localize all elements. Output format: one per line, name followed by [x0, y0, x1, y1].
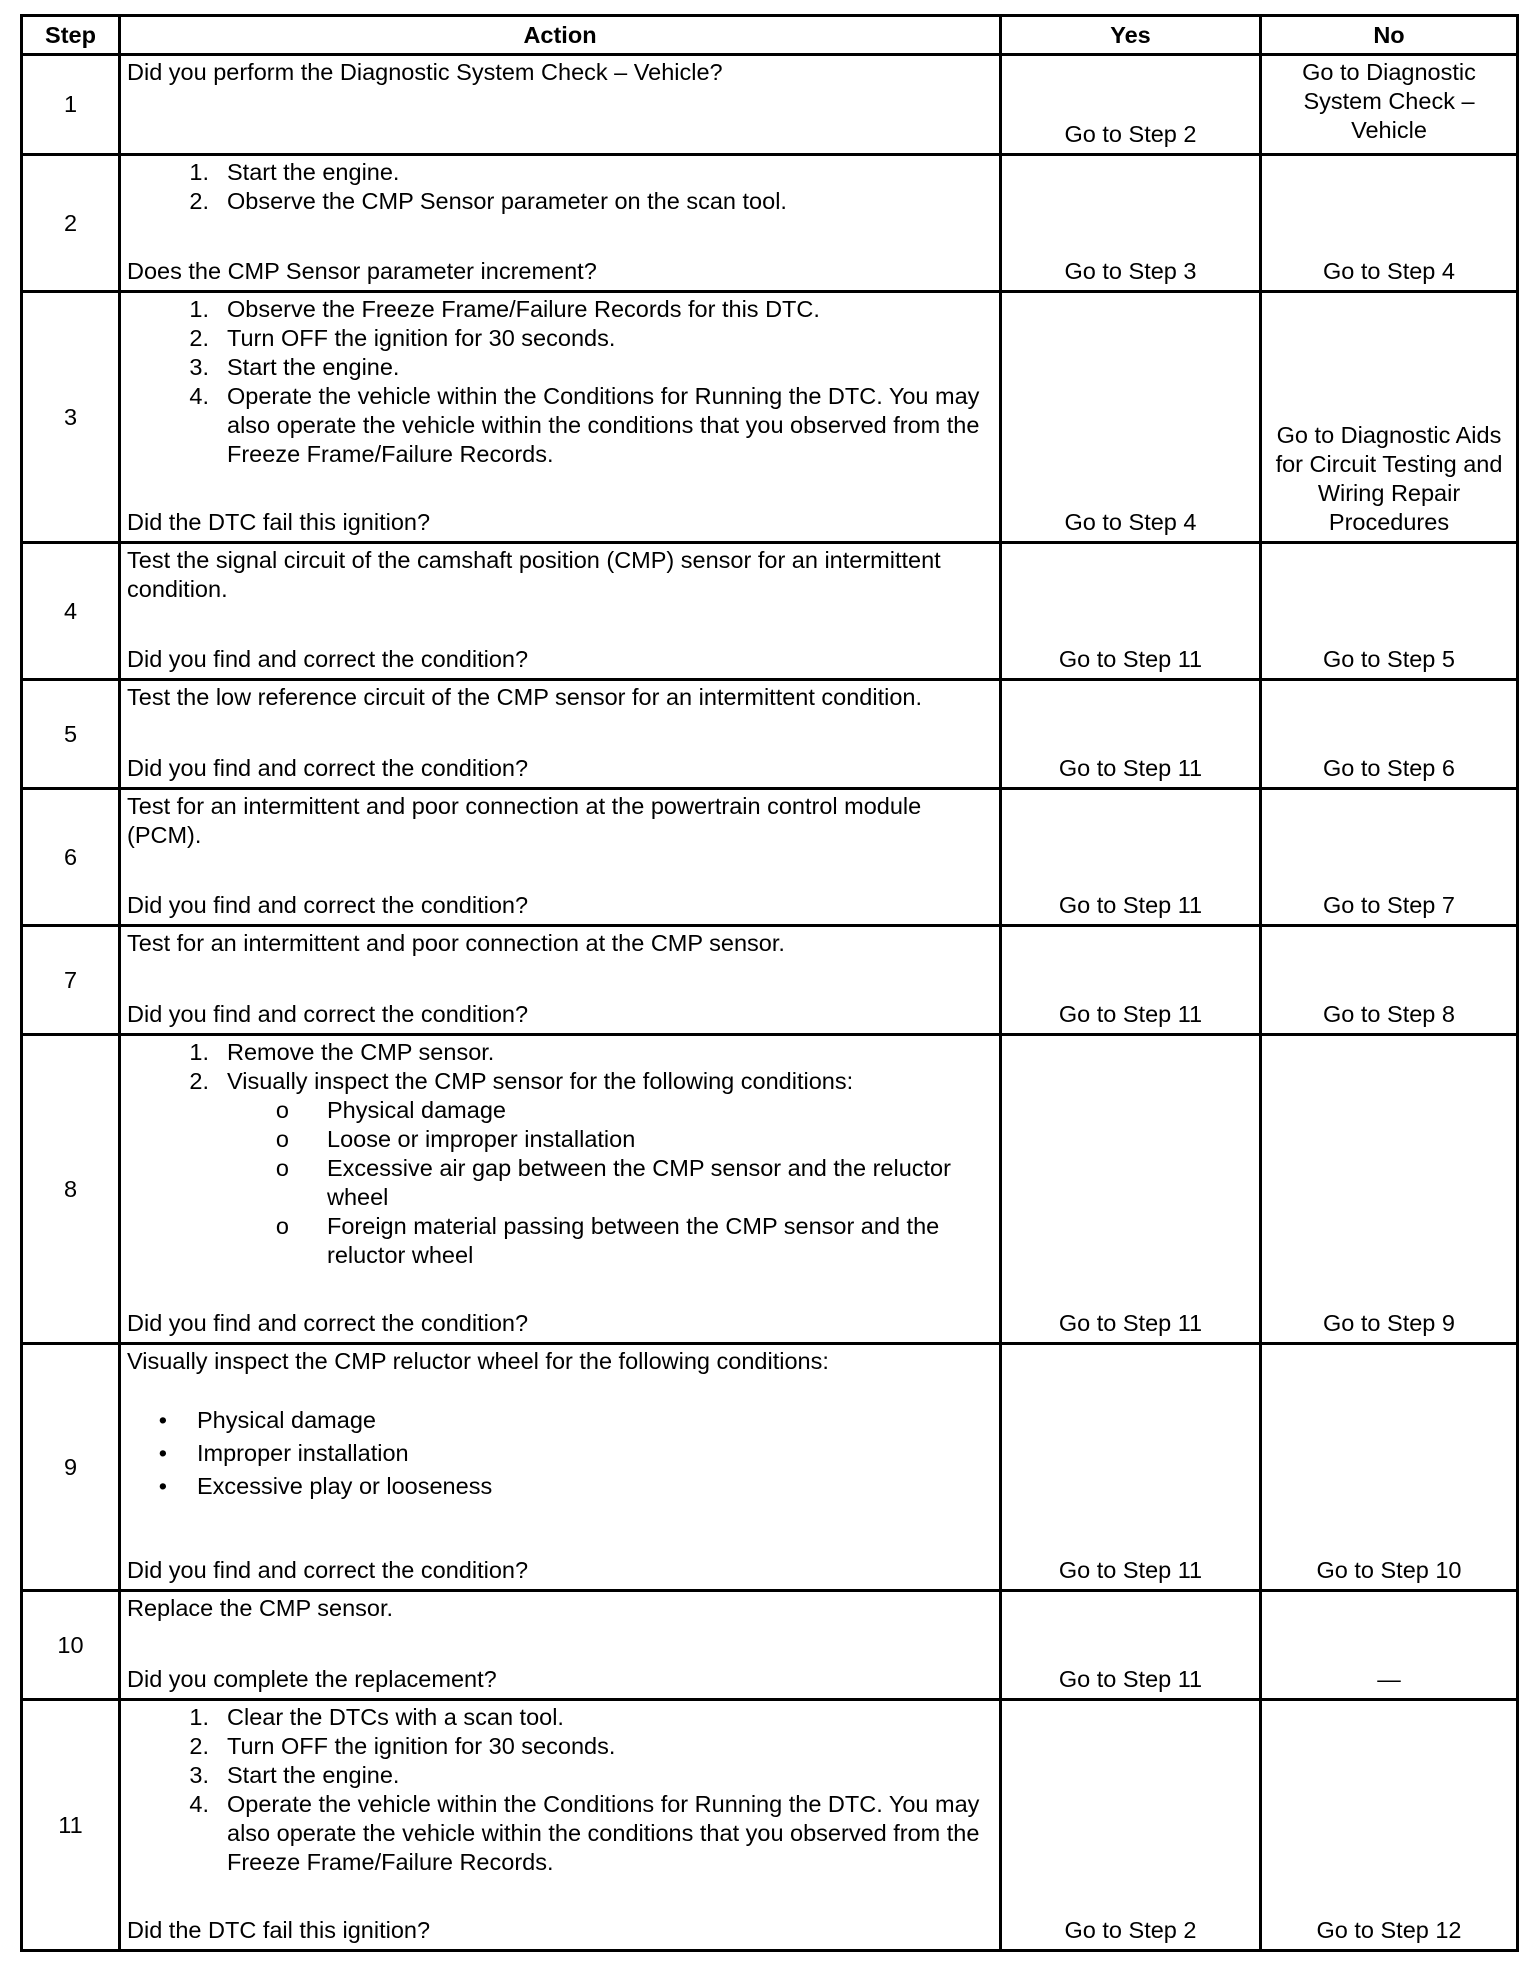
table-row	[22, 1035, 1518, 1344]
no-outcome: Go to Step 6	[1261, 680, 1518, 789]
bullet-item	[127, 1437, 993, 1470]
action-body	[127, 1347, 993, 1503]
step-text: Start the engine.	[227, 1762, 400, 1788]
action-content	[127, 158, 993, 286]
condition-text: Loose or improper installation	[327, 1126, 636, 1152]
action-cell	[120, 1700, 1001, 1951]
table-row	[22, 155, 1518, 292]
no-outcome: Go to Step 5	[1261, 543, 1518, 680]
yes-outcome: Go to Step 2	[1001, 1700, 1261, 1951]
circle-bullet-icon: o	[275, 1213, 289, 1239]
condition-item	[127, 1096, 993, 1125]
action-question: Did you find and correct the condition?	[127, 1001, 529, 1027]
action-cell	[120, 292, 1001, 543]
action-body	[127, 792, 993, 850]
numbered-step	[127, 1790, 993, 1877]
step-number: 3	[22, 292, 120, 543]
yes-outcome: Go to Step 11	[1001, 543, 1261, 680]
step-index: 1.	[189, 1039, 209, 1065]
bullet-list	[127, 1404, 993, 1503]
table-body	[22, 55, 1518, 1951]
bullet-text: Improper installation	[197, 1440, 409, 1466]
table-row	[22, 1344, 1518, 1591]
step-number: 2	[22, 155, 120, 292]
bullet-text: Excessive play or looseness	[197, 1473, 493, 1499]
bullet-icon: •	[158, 1407, 167, 1433]
action-intro: Test for an intermittent and poor connection at the powertrain control module (PCM).	[127, 793, 922, 848]
action-question: Did you find and correct the condition?	[127, 892, 529, 918]
table-row	[22, 1591, 1518, 1700]
bullet-item	[127, 1404, 993, 1437]
step-text: Remove the CMP sensor.	[227, 1039, 495, 1065]
numbered-step	[127, 1703, 993, 1732]
action-content	[127, 1347, 993, 1585]
action-question: Did you find and correct the condition?	[127, 755, 529, 781]
no-outcome: Go to Step 8	[1261, 926, 1518, 1035]
action-question: Did you find and correct the condition?	[127, 646, 529, 672]
numbered-step	[127, 1732, 993, 1761]
step-text: Start the engine.	[227, 354, 400, 380]
action-question: Does the CMP Sensor parameter increment?	[127, 258, 597, 284]
condition-item	[127, 1212, 993, 1270]
table-row	[22, 680, 1518, 789]
step-text: Visually inspect the CMP sensor for the following conditions:	[227, 1068, 854, 1094]
step-index: 4.	[189, 1791, 209, 1817]
circle-bullet-icon: o	[275, 1155, 289, 1181]
bullet-text: Physical damage	[197, 1407, 376, 1433]
action-question: Did the DTC fail this ignition?	[127, 1917, 431, 1943]
step-number: 1	[22, 55, 120, 155]
yes-outcome: Go to Step 11	[1001, 1591, 1261, 1700]
step-number: 11	[22, 1700, 120, 1951]
action-cell	[120, 1344, 1001, 1591]
no-outcome: Go to Diagnostic Aids for Circuit Testing and Wiring Repair Procedures	[1261, 292, 1518, 543]
action-cell	[120, 1591, 1001, 1700]
action-question: Did the DTC fail this ignition?	[127, 509, 431, 535]
no-outcome: Go to Step 7	[1261, 789, 1518, 926]
step-text: Observe the Freeze Frame/Failure Records for this DTC.	[227, 296, 820, 322]
step-text: Turn OFF the ignition for 30 seconds.	[227, 1733, 616, 1759]
table-row	[22, 1700, 1518, 1951]
condition-text: Physical damage	[327, 1097, 506, 1123]
no-outcome: Go to Step 9	[1261, 1035, 1518, 1344]
numbered-step	[127, 187, 993, 216]
action-body	[127, 1038, 993, 1270]
step-text: Turn OFF the ignition for 30 seconds.	[227, 325, 616, 351]
spacer	[127, 1376, 993, 1404]
action-question: Did you perform the Diagnostic System Check – Vehicle?	[127, 59, 723, 85]
action-cell	[120, 55, 1001, 155]
action-cell	[120, 543, 1001, 680]
yes-outcome: Go to Step 11	[1001, 1344, 1261, 1591]
action-body	[127, 158, 993, 216]
yes-outcome: Go to Step 11	[1001, 680, 1261, 789]
action-content	[127, 1594, 993, 1694]
header-action: Action	[120, 16, 1001, 55]
no-outcome: Go to Diagnostic System Check – Vehicle	[1261, 55, 1518, 155]
action-content	[127, 683, 993, 783]
action-intro: Replace the CMP sensor.	[127, 1595, 394, 1621]
table-row	[22, 543, 1518, 680]
action-body	[127, 1594, 993, 1623]
action-cell	[120, 680, 1001, 789]
step-index: 3.	[189, 354, 209, 380]
step-number: 9	[22, 1344, 120, 1591]
action-question: Did you find and correct the condition?	[127, 1557, 529, 1583]
numbered-step	[127, 382, 993, 469]
action-question: Did you complete the replacement?	[127, 1666, 497, 1692]
step-number: 8	[22, 1035, 120, 1344]
step-number: 4	[22, 543, 120, 680]
step-text: Operate the vehicle within the Conditions for Running the DTC. You may also operate the vehicle within the conditions that you observed from the Freeze Frame/Failure Records.	[227, 383, 980, 467]
condition-text: Excessive air gap between the CMP sensor and the reluctor wheel	[327, 1155, 951, 1210]
action-question: Did you find and correct the condition?	[127, 1310, 529, 1336]
condition-text: Foreign material passing between the CMP sensor and the reluctor wheel	[327, 1213, 940, 1268]
yes-outcome: Go to Step 2	[1001, 55, 1261, 155]
action-cell	[120, 155, 1001, 292]
numbered-steps	[127, 1703, 993, 1877]
action-cell	[120, 926, 1001, 1035]
numbered-step	[127, 1067, 993, 1096]
action-body	[127, 1703, 993, 1877]
table-row	[22, 292, 1518, 543]
action-intro: Test for an intermittent and poor connection at the CMP sensor.	[127, 930, 785, 956]
step-index: 1.	[189, 1704, 209, 1730]
step-index: 4.	[189, 383, 209, 409]
action-content	[127, 929, 993, 1029]
table-row	[22, 926, 1518, 1035]
step-number: 5	[22, 680, 120, 789]
numbered-step	[127, 324, 993, 353]
condition-item	[127, 1154, 993, 1212]
action-body	[127, 546, 993, 604]
action-body	[127, 929, 993, 958]
step-text: Operate the vehicle within the Conditions for Running the DTC. You may also operate the vehicle within the conditions that you observed from the Freeze Frame/Failure Records.	[227, 1791, 980, 1875]
header-row	[22, 16, 1518, 55]
header-step: Step	[22, 16, 120, 55]
step-text: Start the engine.	[227, 159, 400, 185]
numbered-step	[127, 1761, 993, 1790]
action-content	[127, 1703, 993, 1945]
step-text: Observe the CMP Sensor parameter on the scan tool.	[227, 188, 787, 214]
table-row	[22, 55, 1518, 155]
action-body	[127, 683, 993, 712]
no-outcome: Go to Step 12	[1261, 1700, 1518, 1951]
bullet-icon: •	[158, 1440, 167, 1466]
yes-outcome: Go to Step 11	[1001, 1035, 1261, 1344]
condition-item	[127, 1125, 993, 1154]
step-number: 7	[22, 926, 120, 1035]
action-intro: Test the low reference circuit of the CMP sensor for an intermittent condition.	[127, 684, 923, 710]
step-index: 1.	[189, 296, 209, 322]
action-cell	[120, 1035, 1001, 1344]
yes-outcome: Go to Step 3	[1001, 155, 1261, 292]
step-index: 2.	[189, 188, 209, 214]
yes-outcome: Go to Step 11	[1001, 789, 1261, 926]
diagnostic-table	[20, 14, 1519, 1952]
numbered-step	[127, 158, 993, 187]
yes-outcome: Go to Step 11	[1001, 926, 1261, 1035]
diagnostic-table-container	[20, 14, 1516, 1952]
action-content	[127, 546, 993, 674]
step-index: 1.	[189, 159, 209, 185]
step-number: 6	[22, 789, 120, 926]
numbered-step	[127, 353, 993, 382]
condition-list	[127, 1096, 993, 1270]
action-intro: Visually inspect the CMP reluctor wheel for the following conditions:	[127, 1348, 829, 1374]
no-outcome: —	[1261, 1591, 1518, 1700]
numbered-steps	[127, 158, 993, 216]
no-outcome: Go to Step 10	[1261, 1344, 1518, 1591]
numbered-step	[127, 1038, 993, 1067]
yes-outcome: Go to Step 4	[1001, 292, 1261, 543]
header-yes: Yes	[1001, 16, 1261, 55]
action-intro: Test the signal circuit of the camshaft position (CMP) sensor for an intermittent condition.	[127, 547, 941, 602]
step-index: 2.	[189, 325, 209, 351]
numbered-step	[127, 295, 993, 324]
step-index: 2.	[189, 1733, 209, 1759]
numbered-steps	[127, 295, 993, 469]
no-outcome: Go to Step 4	[1261, 155, 1518, 292]
step-text: Clear the DTCs with a scan tool.	[227, 1704, 564, 1730]
circle-bullet-icon: o	[275, 1097, 289, 1123]
circle-bullet-icon: o	[275, 1126, 289, 1152]
action-content	[127, 58, 993, 149]
step-index: 3.	[189, 1762, 209, 1788]
numbered-steps	[127, 1038, 993, 1096]
action-cell	[120, 789, 1001, 926]
step-number: 10	[22, 1591, 120, 1700]
action-content	[127, 295, 993, 537]
header-no: No	[1261, 16, 1518, 55]
step-index: 2.	[189, 1068, 209, 1094]
action-body	[127, 295, 993, 469]
action-content	[127, 1038, 993, 1338]
action-content	[127, 792, 993, 920]
table-row	[22, 789, 1518, 926]
bullet-item	[127, 1470, 993, 1503]
bullet-icon: •	[158, 1473, 167, 1499]
